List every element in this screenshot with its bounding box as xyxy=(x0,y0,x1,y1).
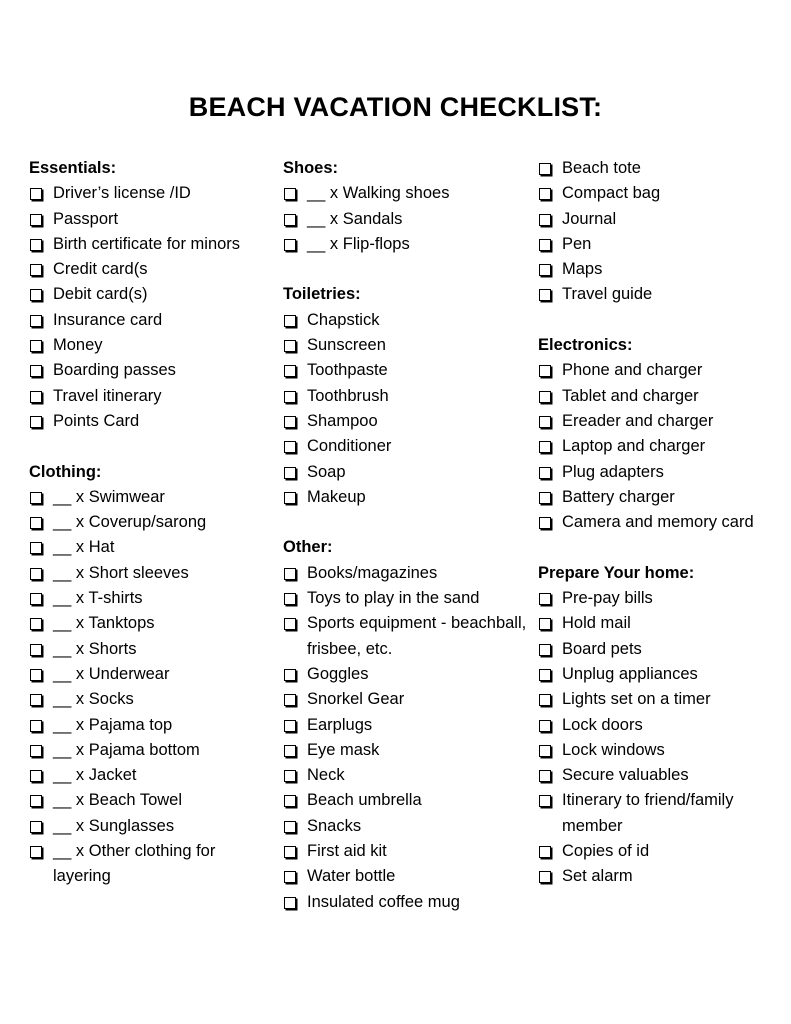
checklist-item-label: __ x Coverup/sarong xyxy=(53,513,207,532)
checkbox-icon xyxy=(539,795,551,807)
checklist-item-label: Boarding passes xyxy=(53,361,176,380)
checklist-item-label: __ x Short sleeves xyxy=(53,563,189,582)
checklist-item-label: Travel guide xyxy=(562,285,653,304)
checkbox-icon xyxy=(539,720,551,732)
checklist-item-label: __ x Beach Towel xyxy=(53,791,183,810)
checklist-item xyxy=(283,611,533,662)
checkbox-icon xyxy=(284,846,296,858)
checkbox-icon xyxy=(539,593,551,605)
checklist-item-label: __ x Pajama bottom xyxy=(53,740,200,759)
checklist-item-label: Pen xyxy=(562,234,592,253)
checkbox-icon xyxy=(539,264,551,276)
checkbox-icon xyxy=(539,163,551,175)
checkbox-icon xyxy=(539,416,551,428)
checklist-item-label: Maps xyxy=(562,260,603,279)
checkbox-icon xyxy=(284,593,296,605)
checklist-item xyxy=(538,257,788,282)
checkbox-icon xyxy=(284,770,296,782)
checklist-item-label: Neck xyxy=(307,766,345,785)
checkbox-icon xyxy=(284,568,296,580)
checklist-item-label: Water bottle xyxy=(307,867,396,886)
checklist-item-label: Birth certificate for minors xyxy=(53,234,241,253)
checklist-item xyxy=(283,662,533,687)
checklist-item xyxy=(29,839,269,890)
checklist-item xyxy=(29,814,269,839)
checkbox-icon xyxy=(30,365,42,377)
checkbox-icon xyxy=(30,517,42,529)
checklist-item-label: Toys to play in the sand xyxy=(307,589,480,608)
checklist-item xyxy=(29,308,269,333)
checklist-item xyxy=(283,713,533,738)
checklist-item xyxy=(283,358,533,383)
checkbox-icon xyxy=(539,289,551,301)
checklist-item xyxy=(283,788,533,813)
checklist-item xyxy=(538,485,788,510)
checklist-section xyxy=(283,535,533,914)
checklist-item-label: __ x Underwear xyxy=(53,664,170,683)
checklist-section xyxy=(538,333,788,535)
checklist-item-label: Sports equipment - beachball, frisbee, etc. xyxy=(307,614,527,658)
checklist-item xyxy=(29,662,269,687)
checkbox-icon xyxy=(539,644,551,656)
checklist-item xyxy=(538,232,788,257)
checklist-item xyxy=(283,232,533,257)
checklist-section xyxy=(538,561,788,890)
checklist-item xyxy=(283,864,533,889)
checklist-item xyxy=(538,409,788,434)
checklist-item-label: __ x Socks xyxy=(53,690,134,709)
checklist-item-label: __ x Tanktops xyxy=(53,614,155,633)
checklist-item xyxy=(283,384,533,409)
checkbox-icon xyxy=(284,188,296,200)
checkbox-icon xyxy=(539,745,551,757)
checkbox-icon xyxy=(30,846,42,858)
checklist-item-label: Lock doors xyxy=(562,715,643,734)
checklist-item-label: __ x Shorts xyxy=(53,639,137,658)
checklist-item xyxy=(29,535,269,560)
checklist-item-label: Conditioner xyxy=(307,437,392,456)
checklist-item xyxy=(538,611,788,636)
checklist-item xyxy=(538,687,788,712)
checkbox-icon xyxy=(30,264,42,276)
checklist-item-label: Secure valuables xyxy=(562,766,689,785)
checklist-item-label: Makeup xyxy=(307,487,366,506)
checklist-item-label: __ x Jacket xyxy=(53,766,137,785)
checklist-item-label: Snacks xyxy=(307,816,362,835)
checklist-item-label: Beach tote xyxy=(562,159,641,177)
checkbox-icon xyxy=(30,214,42,226)
checklist-item xyxy=(29,738,269,763)
checkbox-icon xyxy=(539,846,551,858)
checklist-item xyxy=(29,232,269,257)
section-heading: Shoes: xyxy=(283,159,339,177)
checkbox-icon xyxy=(284,897,296,909)
checklist-item xyxy=(538,384,788,409)
checklist-item-label: Compact bag xyxy=(562,184,661,203)
section-heading: Electronics: xyxy=(538,336,633,355)
checklist-item xyxy=(29,763,269,788)
checkbox-icon xyxy=(284,441,296,453)
checkbox-icon xyxy=(539,871,551,883)
checklist-item-label: Insulated coffee mug xyxy=(307,892,460,911)
checkbox-icon xyxy=(539,492,551,504)
checkbox-icon xyxy=(539,694,551,706)
checklist-item-label: Insurance card xyxy=(53,310,163,329)
checklist-item xyxy=(538,637,788,662)
checklist-item xyxy=(29,637,269,662)
checklist-item xyxy=(538,586,788,611)
checkbox-icon xyxy=(284,315,296,327)
page-title: BEACH VACATION CHECKLIST: xyxy=(188,92,603,122)
checklist-item-label: __ x Flip-flops xyxy=(307,234,410,253)
checklist-item-label: Books/magazines xyxy=(307,563,438,582)
checklist-item xyxy=(538,156,788,181)
checkbox-icon xyxy=(539,188,551,200)
checklist-item xyxy=(283,333,533,358)
checkbox-icon xyxy=(539,618,551,630)
checkbox-icon xyxy=(539,467,551,479)
checklist-item-label: __ x Pajama top xyxy=(53,715,173,734)
section-heading: Toiletries: xyxy=(283,285,361,304)
checkbox-icon xyxy=(30,694,42,706)
checklist-item-label: Lock windows xyxy=(562,740,665,759)
checkbox-icon xyxy=(30,720,42,732)
checkbox-icon xyxy=(284,871,296,883)
checkbox-icon xyxy=(30,568,42,580)
checkbox-icon xyxy=(284,669,296,681)
checkbox-icon xyxy=(284,340,296,352)
checklist-item-label: Phone and charger xyxy=(562,361,703,380)
checklist-item xyxy=(283,814,533,839)
checkbox-icon xyxy=(30,618,42,630)
checklist-item-label: __ x Sunglasses xyxy=(53,816,175,835)
column-2 xyxy=(283,156,533,940)
checklist-item xyxy=(538,181,788,206)
checklist-item-label: Unplug appliances xyxy=(562,664,698,683)
checklist-item-label: Journal xyxy=(562,209,617,228)
section-heading: Other: xyxy=(283,538,333,557)
checklist-item xyxy=(538,207,788,232)
checklist-item-label: Chapstick xyxy=(307,310,380,329)
checklist-item xyxy=(283,890,533,915)
checklist-item-label: Beach umbrella xyxy=(307,791,422,810)
checklist-item xyxy=(283,434,533,459)
checkbox-icon xyxy=(30,315,42,327)
checklist-item-label: Earplugs xyxy=(307,715,373,734)
column-1 xyxy=(29,156,269,915)
checklist-item xyxy=(283,409,533,434)
checklist-item xyxy=(29,409,269,434)
checklist-item xyxy=(29,713,269,738)
checkbox-icon xyxy=(30,795,42,807)
checklist-section xyxy=(283,156,533,257)
checkbox-icon xyxy=(539,391,551,403)
checkbox-icon xyxy=(30,289,42,301)
checklist-item xyxy=(283,763,533,788)
checklist-section xyxy=(29,156,269,434)
checklist-item xyxy=(283,839,533,864)
checkbox-icon xyxy=(30,239,42,251)
checklist-item xyxy=(538,662,788,687)
checklist-item-label: __ x Sandals xyxy=(307,209,403,228)
checklist-item xyxy=(538,460,788,485)
checkbox-icon xyxy=(539,239,551,251)
checkbox-icon xyxy=(539,365,551,377)
checklist-item xyxy=(283,687,533,712)
checkbox-icon xyxy=(30,821,42,833)
checklist-item-label: Toothbrush xyxy=(307,386,389,405)
checkbox-icon xyxy=(284,720,296,732)
checklist-item xyxy=(283,561,533,586)
checklist-item xyxy=(283,738,533,763)
checklist-item xyxy=(538,839,788,864)
section-heading: Essentials: xyxy=(29,159,117,177)
checklist-item xyxy=(29,358,269,383)
checklist-item-label: Tablet and charger xyxy=(562,386,699,405)
checkbox-icon xyxy=(284,239,296,251)
checkbox-icon xyxy=(30,416,42,428)
checkbox-icon xyxy=(30,770,42,782)
checklist-item-label: __ x Swimwear xyxy=(53,487,165,506)
checklist-item xyxy=(538,358,788,383)
checklist-item-label: __ x Hat xyxy=(53,538,115,557)
checklist-item xyxy=(29,384,269,409)
checklist-item-label: Battery charger xyxy=(562,487,675,506)
checklist-item xyxy=(283,308,533,333)
checklist-item xyxy=(283,586,533,611)
checklist-item xyxy=(29,510,269,535)
checkbox-icon xyxy=(284,467,296,479)
checklist-item-label: Ereader and charger xyxy=(562,411,714,430)
checklist-item-label: Board pets xyxy=(562,639,642,658)
checklist-item xyxy=(283,207,533,232)
checkbox-icon xyxy=(284,618,296,630)
checklist-item xyxy=(29,333,269,358)
checklist-item-label: Shampoo xyxy=(307,411,378,430)
checklist-item-label: Snorkel Gear xyxy=(307,690,405,709)
column-3 xyxy=(538,156,788,915)
checklist-item xyxy=(283,485,533,510)
checklist-item xyxy=(283,181,533,206)
checklist-item-label: Credit card(s xyxy=(53,260,148,279)
checklist-item xyxy=(29,181,269,206)
checklist-item-label: __ x Walking shoes xyxy=(307,184,450,203)
checklist-item-label: Eye mask xyxy=(307,740,380,759)
checklist-item xyxy=(29,687,269,712)
checklist-item xyxy=(538,282,788,307)
checkbox-icon xyxy=(30,669,42,681)
checkbox-icon xyxy=(284,821,296,833)
checklist-item-label: Plug adapters xyxy=(562,462,664,481)
checkbox-icon xyxy=(284,745,296,757)
checklist-item-label: Copies of id xyxy=(562,842,650,861)
checklist-section xyxy=(29,460,269,890)
checkbox-icon xyxy=(539,214,551,226)
checkbox-icon xyxy=(30,644,42,656)
section-heading: Prepare Your home: xyxy=(538,563,695,582)
checklist-item-label: Itinerary to friend/family member xyxy=(562,791,734,835)
checklist-item-label: Money xyxy=(53,336,103,355)
checklist-item xyxy=(29,257,269,282)
checklist-item xyxy=(283,460,533,485)
checkbox-icon xyxy=(284,214,296,226)
checkbox-icon xyxy=(284,795,296,807)
checklist-item xyxy=(29,282,269,307)
checklist-item-label: Travel itinerary xyxy=(53,386,162,405)
checkbox-icon xyxy=(539,669,551,681)
checklist-item xyxy=(29,561,269,586)
checkbox-icon xyxy=(30,542,42,554)
checklist-item xyxy=(538,510,788,535)
checkbox-icon xyxy=(30,340,42,352)
checkbox-icon xyxy=(30,391,42,403)
checklist-item-label: Sunscreen xyxy=(307,336,386,355)
checkbox-icon xyxy=(30,492,42,504)
checklist-item-label: Driver’s license /ID xyxy=(53,184,191,203)
checklist-item-label: __ x T-shirts xyxy=(53,589,143,608)
checklist-item-label: Laptop and charger xyxy=(562,437,706,456)
checklist-item-label: Soap xyxy=(307,462,346,481)
checklist-item-label: Debit card(s) xyxy=(53,285,148,304)
checklist-item xyxy=(538,864,788,889)
checklist-item xyxy=(538,788,788,839)
checklist-item xyxy=(29,586,269,611)
checklist-item-label: Goggles xyxy=(307,664,369,683)
checklist-item-label: Toothpaste xyxy=(307,361,388,380)
checklist-item xyxy=(538,713,788,738)
checklist-item-label: Lights set on a timer xyxy=(562,690,711,709)
checklist-item xyxy=(29,611,269,636)
checklist-item-label: Set alarm xyxy=(562,867,633,886)
checklist-item xyxy=(538,434,788,459)
checklist-item xyxy=(538,763,788,788)
checklist-item xyxy=(29,788,269,813)
checkbox-icon xyxy=(30,745,42,757)
checklist-item-label: Points Card xyxy=(53,411,140,430)
checkbox-icon xyxy=(284,492,296,504)
checklist-item-label: Pre-pay bills xyxy=(562,589,653,608)
checklist-item-label: Hold mail xyxy=(562,614,631,633)
checkbox-icon xyxy=(539,517,551,529)
checklist-item-label: Camera and memory card xyxy=(562,513,754,532)
checkbox-icon xyxy=(284,365,296,377)
checklist-item-label: First aid kit xyxy=(307,842,387,861)
checkbox-icon xyxy=(539,770,551,782)
checklist-item-label: Passport xyxy=(53,209,119,228)
checkbox-icon xyxy=(284,416,296,428)
checkbox-icon xyxy=(30,188,42,200)
checklist-section xyxy=(538,156,788,308)
checklist-item-label: __ x Other clothing for layering xyxy=(53,842,216,886)
checkbox-icon xyxy=(284,391,296,403)
section-heading: Clothing: xyxy=(29,462,102,481)
checklist-section xyxy=(283,282,533,510)
checkbox-icon xyxy=(30,593,42,605)
checklist-item xyxy=(29,485,269,510)
checklist-item xyxy=(29,207,269,232)
checklist-item xyxy=(538,738,788,763)
checkbox-icon xyxy=(284,694,296,706)
checkbox-icon xyxy=(539,441,551,453)
